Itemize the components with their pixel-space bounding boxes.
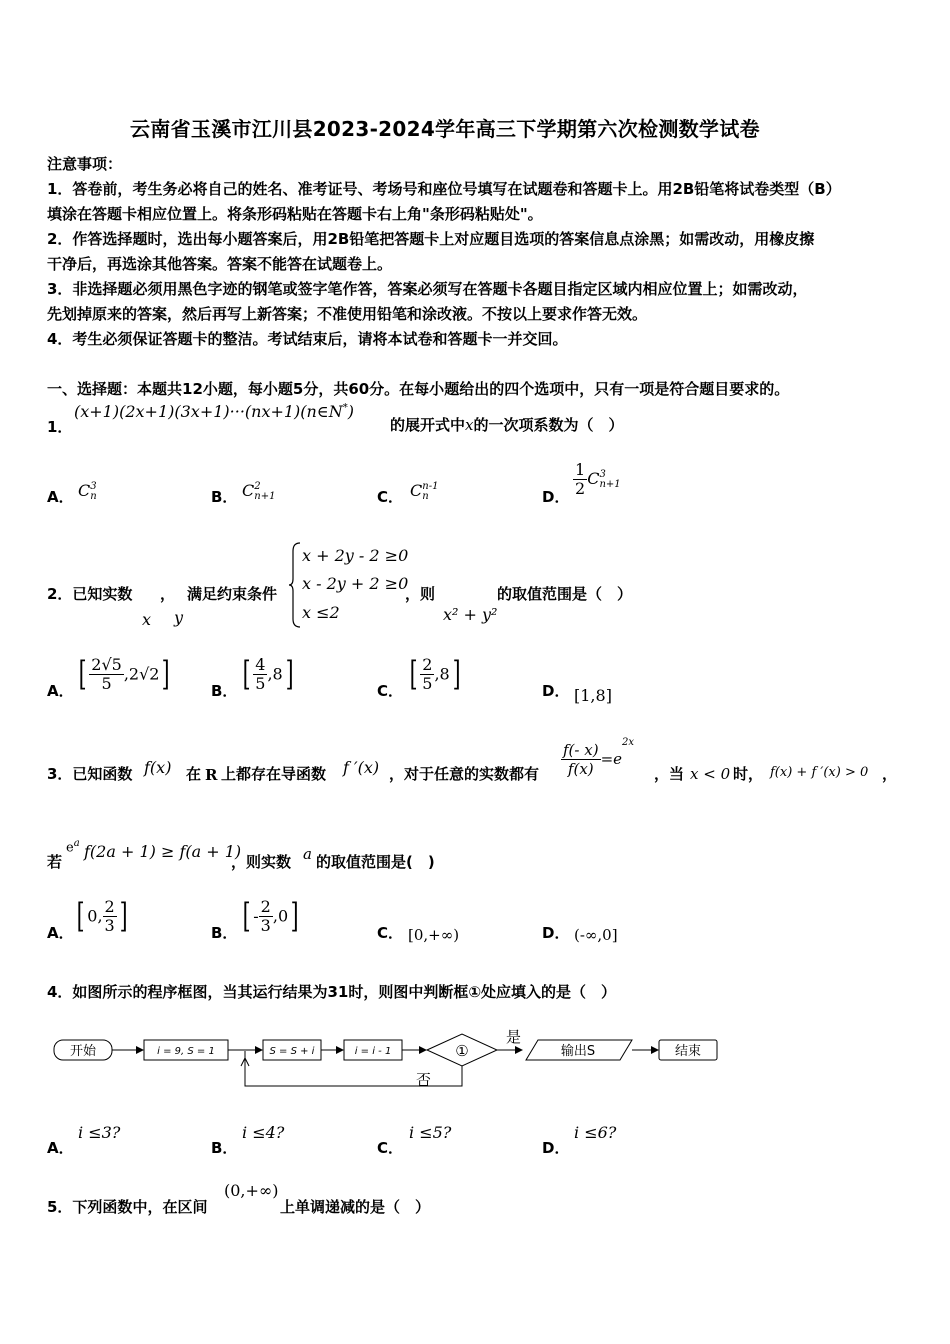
section-heading: 一、选择题：本题共12小题，每小题5分，共60分。在每小题给出的四个选项中，只有一项是符合题目要求的。 <box>47 380 790 398</box>
option-label-d: D． <box>542 682 570 700</box>
option-value-c: C n-1 n <box>410 480 439 502</box>
question-text: 3．已知函数 <box>47 765 133 783</box>
variable-x: x <box>142 610 152 629</box>
question-text: 满足约束条件 <box>187 585 278 603</box>
option-label-d: D． <box>542 1139 570 1157</box>
notice-line: 3．非选择题必须用黑色字迹的钢笔或签字笔作答，答案必须写在答题卡各题目指定区域内相应位置上；如需改动， <box>47 280 808 298</box>
notice-line: 2．作答选择题时，选出每小题答案后，用2B铅笔把答题卡上对应题目选项的答案信息点涂黑；如需改动，用橡皮擦 <box>47 230 815 248</box>
flow-decrement-label: i = i - 1 <box>354 1046 392 1057</box>
option-value-b: i ≤4? <box>242 1123 285 1142</box>
question-text: ， <box>882 765 898 783</box>
question-text: 的取值范围是( ) <box>316 853 435 871</box>
derivative: f ′(x) <box>343 758 380 777</box>
option-value-d: $\frac{1}{2}$ C 3 n+1 <box>575 460 621 498</box>
option-label-c: C． <box>377 924 404 942</box>
option-label-a: A． <box>47 682 74 700</box>
option-label-a: A． <box>47 1139 74 1157</box>
flow-decision-label: ① <box>455 1042 469 1060</box>
constraint-1: x + 2y - 2 ≥0 <box>302 546 409 565</box>
flow-start-label: 开始 <box>69 1044 97 1059</box>
option-value-c: i ≤5? <box>409 1123 452 1142</box>
question-text: 时， <box>733 765 764 783</box>
question-text: 4．如图所示的程序框图，当其运行结果为31时，则图中判断框①处应填入的是（ ） <box>47 983 617 1001</box>
option-label-b: B． <box>211 924 238 942</box>
option-value-c: [0,+∞) <box>408 926 460 944</box>
ratio-expression: $\frac{f(- x)}{f(x)}$ $=e^{2x}$ <box>563 737 635 778</box>
option-value-d: (-∞,0] <box>574 926 618 944</box>
flow-yes-label: 是 <box>506 1028 522 1046</box>
flow-init-label: i = 9, S = 1 <box>157 1046 215 1057</box>
question-text: ， <box>160 585 176 603</box>
option-value-c: [ $\frac{2}{5}$ ,8] <box>409 654 461 694</box>
flow-update-label: S = S + i <box>269 1046 315 1057</box>
page-title: 云南省玉溪市江川县2023-2024学年高三下学期第六次检测数学试卷 <box>130 117 760 141</box>
option-label-b: B． <box>211 682 238 700</box>
option-label-c: C． <box>377 1139 404 1157</box>
option-value-a: i ≤3? <box>78 1123 121 1142</box>
condition-expression: f(2a + 1) ≥ f(a + 1) <box>84 842 242 861</box>
question-text: 在 <box>186 765 202 783</box>
real-set: R <box>205 766 218 784</box>
target-expression: x² + y² <box>443 605 498 624</box>
option-value-d: [1,8] <box>574 686 612 705</box>
option-label-c: C． <box>377 488 404 506</box>
notice-heading: 注意事项： <box>47 155 123 173</box>
option-value-a: [ 0, $\frac{2}{3}$ ] <box>76 896 128 936</box>
question-text: ，当 <box>654 765 685 783</box>
constraint-2: x - 2y + 2 ≥0 <box>302 574 409 593</box>
option-value-a: [ $\frac{2√5}{5}$ ,2√2] <box>78 654 171 694</box>
question-text: 若 <box>47 853 63 871</box>
question-text: ，对于任意的实数都有 <box>389 765 540 783</box>
option-label-c: C． <box>377 682 404 700</box>
variable-y: y <box>174 608 184 627</box>
option-label-d: D． <box>542 924 570 942</box>
question-text: 上单调递减的是（ ） <box>280 1198 431 1216</box>
flow-no-label: 否 <box>416 1071 432 1089</box>
option-label-a: A． <box>47 488 74 506</box>
brace-icon <box>288 541 302 629</box>
question-number: 1． <box>47 418 73 436</box>
condition: x < 0 <box>690 765 731 783</box>
option-value-d: i ≤6? <box>574 1123 617 1142</box>
exp-e: $e^a$ <box>66 838 80 856</box>
notice-line: 4．考生必须保证答题卡的整洁。考试结束后，请将本试卷和答题卡一并交回。 <box>47 330 568 348</box>
variable-a: a <box>303 845 312 863</box>
notice-line: 干净后，再选涂其他答案。答案不能答在试题卷上。 <box>47 255 393 273</box>
question-text: ，则实数 <box>231 853 292 871</box>
notice-line: 1．答卷前，考生务必将自己的姓名、准考证号、考场号和座位号填写在试题卷和答题卡上。用2B铅笔将试卷类型（B） <box>47 180 841 198</box>
option-value-b: [ - $\frac{2}{3}$ ,0] <box>242 896 299 936</box>
option-value-b: [ $\frac{4}{5}$ ,8] <box>242 654 294 694</box>
flow-output-label: 输出S <box>560 1044 596 1059</box>
question-expression: (x+1)(2x+1)(3x+1)···(nx+1)(n∈N*) <box>74 402 354 421</box>
question-text: 2．已知实数 <box>47 585 133 603</box>
flow-end-label: 结束 <box>674 1044 702 1059</box>
interval: (0,+∞) <box>224 1181 279 1200</box>
question-text: ，则 <box>405 585 436 603</box>
option-value-a: C 3 n <box>78 480 97 502</box>
option-label-a: A． <box>47 924 74 942</box>
inequality: f(x) + f ′(x) > 0 <box>770 765 869 780</box>
function-f: f(x) <box>144 758 172 777</box>
notice-line: 填涂在答题卡相应位置上。将条形码粘贴在答题卡右上角"条形码粘贴处"。 <box>47 205 543 223</box>
question-text: 上都存在导函数 <box>221 765 327 783</box>
option-label-b: B． <box>211 1139 238 1157</box>
question-text: 5．下列函数中，在区间 <box>47 1198 208 1216</box>
option-value-b: C 2 n+1 <box>242 480 276 502</box>
flowchart <box>40 1022 740 1094</box>
constraint-3: x ≤2 <box>302 603 340 622</box>
question-text: 的取值范围是（ ） <box>497 585 633 603</box>
option-label-d: D． <box>542 488 570 506</box>
option-label-b: B． <box>211 488 238 506</box>
question-text: 的展开式中x的一次项系数为（ ） <box>390 416 624 434</box>
notice-line: 先划掉原来的答案，然后再写上新答案；不准使用铅笔和涂改液。不按以上要求作答无效。 <box>47 305 648 323</box>
